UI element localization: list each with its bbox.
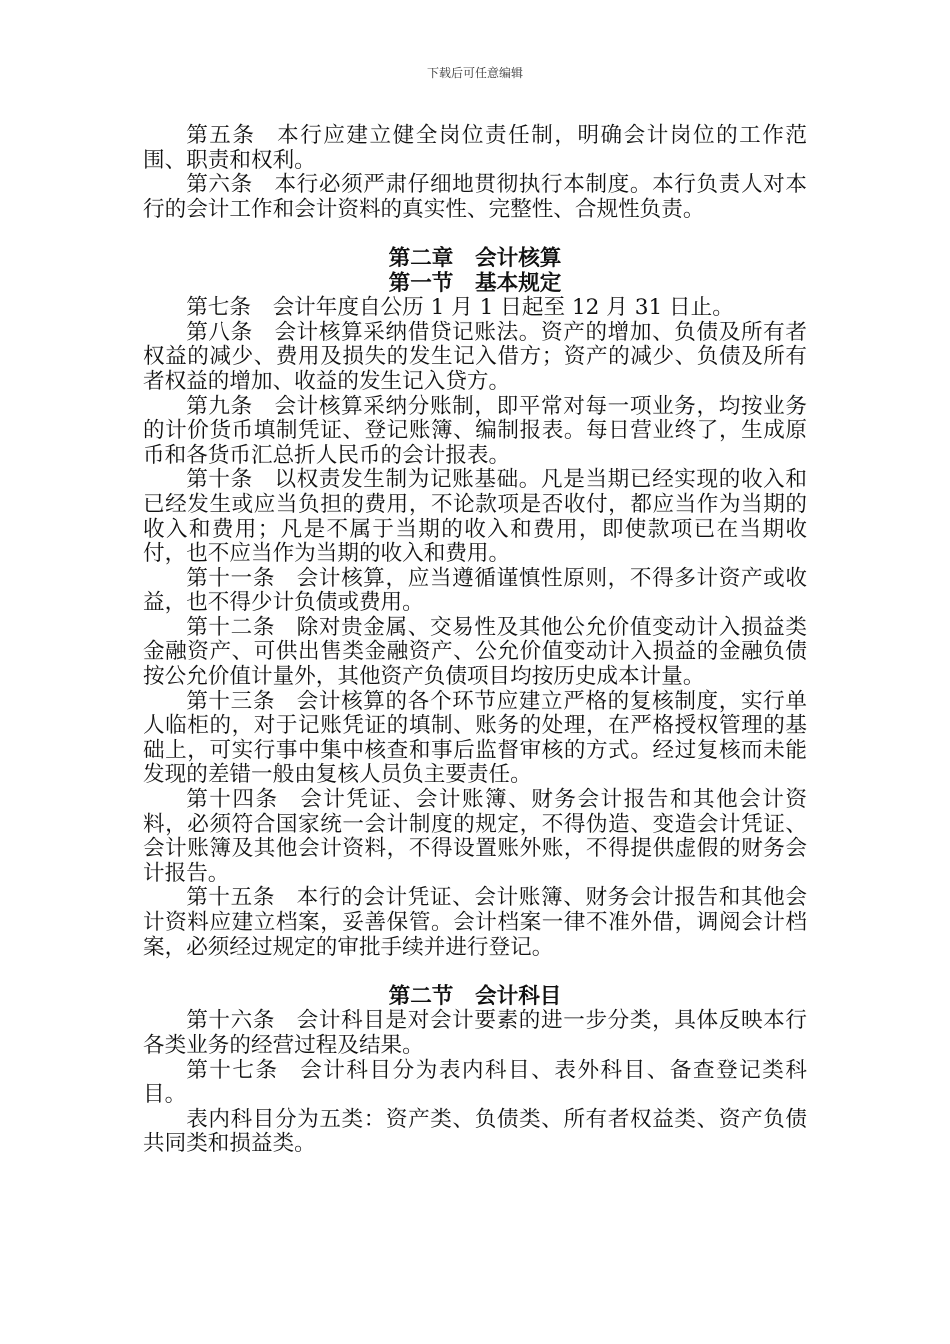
section-heading [143,247,807,272]
article-paragraph [143,1009,807,1058]
article-number: 第十条 [186,467,253,493]
article-text: 除对贵金属、交易性及其他公允价值变动计入损益类金融资产、可供出售类金融资产、公允价值变动计入损益的金融负债按公允价值计量外，其他资产负债项目均按历史成本计量。 [143,614,807,690]
article-text: 会计年度自公历 1 月 1 日起至 12 月 31 日止。 [272,295,734,321]
section-heading [143,272,807,297]
article-text: 本行的会计凭证、会计账簿、财务会计报告和其他会计资料应建立档案，妥善保管。会计档案一律不准外借，调阅会计档案，必须经过规定的审批手续并进行登记。 [143,885,807,960]
article-paragraph [143,690,807,788]
article-text: 以权责发生制为记账基础。凡是当期已经实现的收入和已经发生或应当负担的费用，不论款项是否收付，都应当作为当期的收入和费用；凡是不属于当期的收入和费用，即使款项已在当期收付，也不应当作为当期的收入和费用。 [143,467,807,567]
article-text: 会计科目是对会计要素的进一步分类，具体反映本行各类业务的经营过程及结果。 [143,1008,807,1058]
article-paragraph [143,321,807,395]
heading-title: 会计科目 [475,983,562,1009]
article-paragraph [143,616,807,690]
article-text: 会计核算采纳借贷记账法。资产的增加、负债及所有者权益的减少、费用及损失的发生记入借方；资产的减少、负债及所有者权益的增加、收益的发生记入贷方。 [143,319,807,394]
heading-title: 会计核算 [475,245,562,271]
article-text: 会计核算的各个环节应建立严格的复核制度，实行单人临柜的，对于记账凭证的填制、账务的处理，在严格授权管理的基础上，可实行事中集中核查和事后监督审核的方式。经过复核而未能发现的差错一般由复核人员负主要责任。 [143,688,807,788]
article-number: 第九条 [186,393,253,419]
article-text: 本行应建立健全岗位责任制，明确会计岗位的工作范围、职责和权利。 [143,123,807,173]
article-text: 会计科目分为表内科目、表外科目、备查登记类科目。 [143,1057,807,1108]
article-paragraph [143,173,807,222]
heading-number: 第一节 [388,270,454,296]
article-text: 本行必须严肃仔细地贯彻执行本制度。本行负责人对本行的会计工作和会计资料的真实性、完整性、合规性负责。 [143,172,807,222]
article-paragraph [143,395,807,469]
header-note: 下载后可任意编辑 [426,66,523,80]
heading-title: 基本规定 [475,270,562,296]
heading-number: 第二节 [388,983,454,1009]
article-paragraph [143,886,807,960]
article-number: 第五条 [186,123,256,148]
article-text: 会计核算采纳分账制，即平常对每一项业务，均按业务的计价货币填制凭证、登记账簿、编制报表。每日营业终了，生成原币和各货币汇总折人民币的会计报表。 [143,393,807,468]
article-paragraph [143,468,807,566]
article-number: 第十二条 [186,614,276,640]
article-number: 第六条 [186,172,253,198]
article-number: 第十五条 [186,885,276,911]
article-number: 第十六条 [186,1008,276,1034]
section-gap [143,222,807,247]
article-number: 第八条 [186,319,253,345]
article-number: 第七条 [186,295,251,321]
article-paragraph [143,567,807,616]
article-text: 会计凭证、会计账簿、财务会计报告和其他会计资料，必须符合国家统一会计制度的规定，不得伪造、变造会计凭证、会计账簿及其他会计资料，不得设置账外账，不得提供虚假的财务会计报告。 [143,787,807,886]
article-paragraph [143,1059,807,1108]
article-text: 会计核算，应当遵循谨慎性原则，不得多计资产或收益，也不得少计负债或费用。 [143,565,807,616]
article-number: 第十一条 [186,565,276,591]
article-paragraph [143,296,807,321]
article-paragraph [143,788,807,886]
body-paragraph: 表内科目分为五类：资产类、负债类、所有者权益类、资产负债共同类和损益类。 [143,1106,807,1157]
article-paragraph [143,124,807,173]
article-number: 第十四条 [186,787,279,813]
article-number: 第十七条 [186,1057,279,1083]
document-body [143,124,807,1157]
heading-number: 第二章 [388,245,454,271]
article-number: 第十三条 [186,688,276,714]
section-gap [143,960,807,985]
section-heading [143,985,807,1010]
